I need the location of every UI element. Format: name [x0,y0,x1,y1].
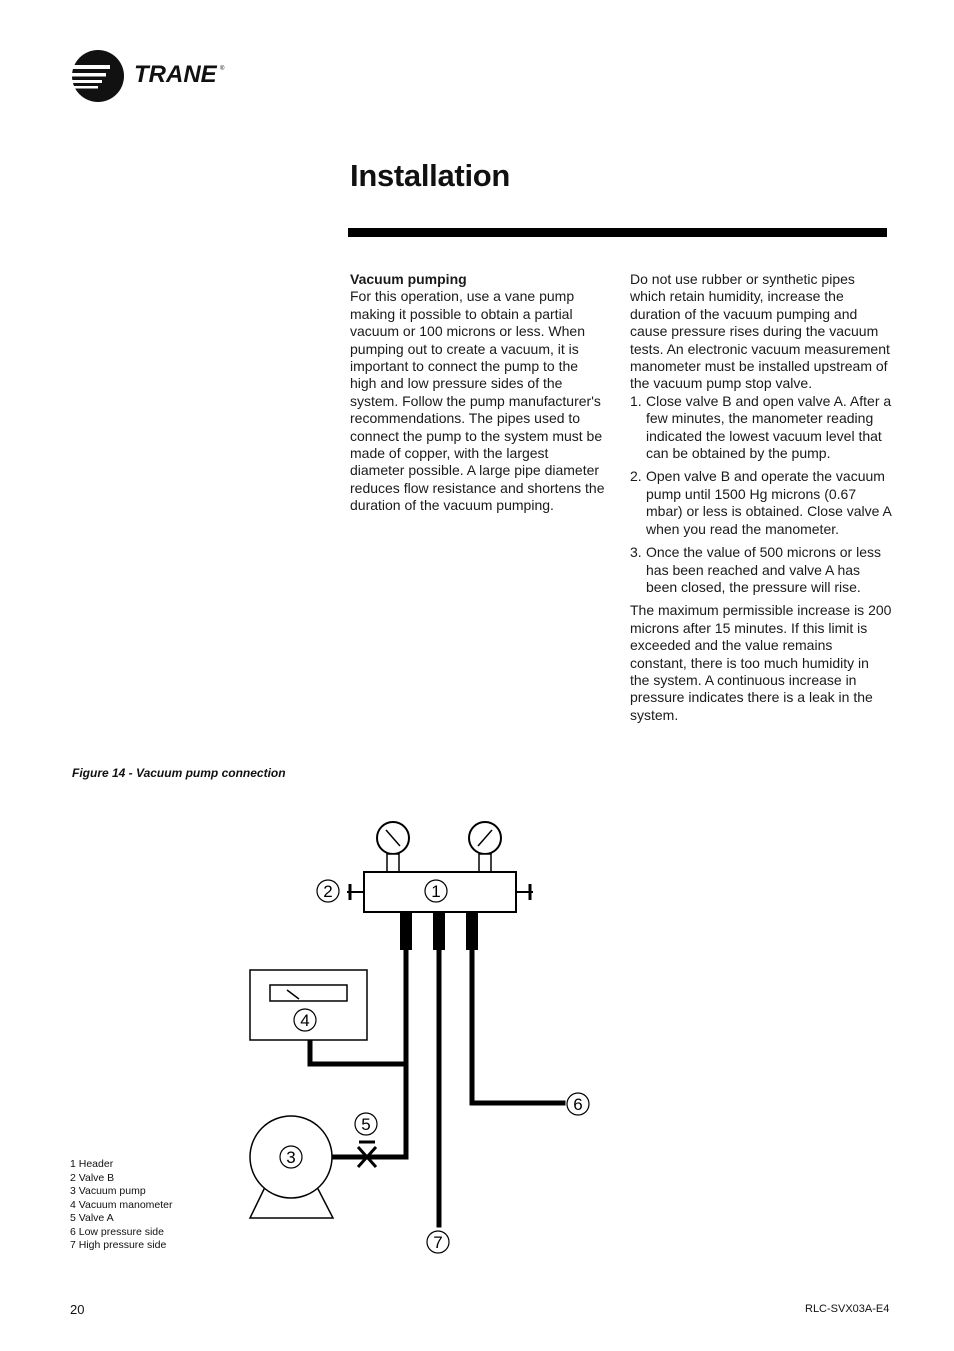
step-text: Once the value of 500 microns or less has been reached and valve A has been closed, the pressure will rise. [646,544,882,595]
legend-item: 7 High pressure side [70,1239,167,1251]
figure-legend [70,1158,173,1253]
legend-item: 5 Valve A [70,1212,114,1224]
step-number: 3. [630,544,642,561]
body-paragraph: For this operation, use a vane pump making it possible to obtain a partial vacuum or 100 microns or less. When pumping out to create a vacuum, it is important to connect the pump to the high and low pressure sides of the system. Follow the pump manufacturer's recommendations. The pipes used to connect the pump to the system must be made of copper, with the largest diameter possible. A large pipe diameter reduces flow resistance and shortens the duration of the vacuum pumping. [350,288,605,514]
page-number: 20 [70,1302,85,1317]
procedure-step [630,544,892,596]
right-column [630,271,892,724]
procedure-step [630,468,892,538]
legend-item: 4 Vacuum manometer [70,1198,173,1211]
callout-6: 6 [573,1095,583,1114]
legend-item: 3 Vacuum pump [70,1185,146,1197]
brand-wordmark: TRANE [134,61,217,88]
callout-2: 2 [323,882,333,901]
page-title: Installation [350,158,511,193]
document-code: RLC-SVX03A-E4 [805,1303,890,1315]
legend-item: 6 Low pressure side [70,1225,164,1238]
trane-logo-icon [70,50,124,102]
svg-text:®: ® [220,66,225,72]
trane-logo [70,48,230,104]
procedure-steps [630,393,892,596]
legend-item: 1 Header [70,1158,114,1170]
callout-5: 5 [361,1115,371,1134]
callout-1: 1 [431,882,441,901]
step-number: 1. [630,392,642,409]
callout-3: 3 [286,1148,296,1167]
section-heading: Vacuum pumping [350,271,467,287]
end-valve-handle-icon [516,884,533,900]
left-column [350,271,606,515]
valve-b-handle-icon [347,884,364,900]
step-text: Close valve B and open valve A. After a few minutes, the manometer reading indicated the lowest vacuum level that can be obtained by the pump. [646,392,892,462]
intro-paragraph: Do not use rubber or synthetic pipes which retain humidity, increase the duration of the vacuum pumping and cause pressure rises during the vacuum tests. An electronic vacuum measurement manometer must be installed upstream of the vacuum pump stop valve. [630,271,890,392]
callout-7: 7 [433,1233,443,1252]
callout-4: 4 [300,1011,310,1030]
step-number: 2. [630,468,642,485]
step-text: Open valve B and operate the vacuum pump until 1500 Hg microns (0.67 mbar) or less is obtained. Close valve A when you read the manometer. [646,468,892,537]
procedure-step [630,393,892,463]
figure-caption: Figure 14 - Vacuum pump connection [72,766,286,780]
legend-item: 2 Valve B [70,1171,115,1184]
title-rule [348,228,887,237]
gauge-left-icon [377,822,409,872]
vacuum-pump-diagram [240,810,620,1260]
gauge-right-icon [469,822,501,872]
closing-paragraph: The maximum permissible increase is 200 microns after 15 minutes. If this limit is exceeded and the value remains constant, there is too much humidity in the system. A continuous increase in pressure indicates there is a leak in the system. [630,602,892,723]
